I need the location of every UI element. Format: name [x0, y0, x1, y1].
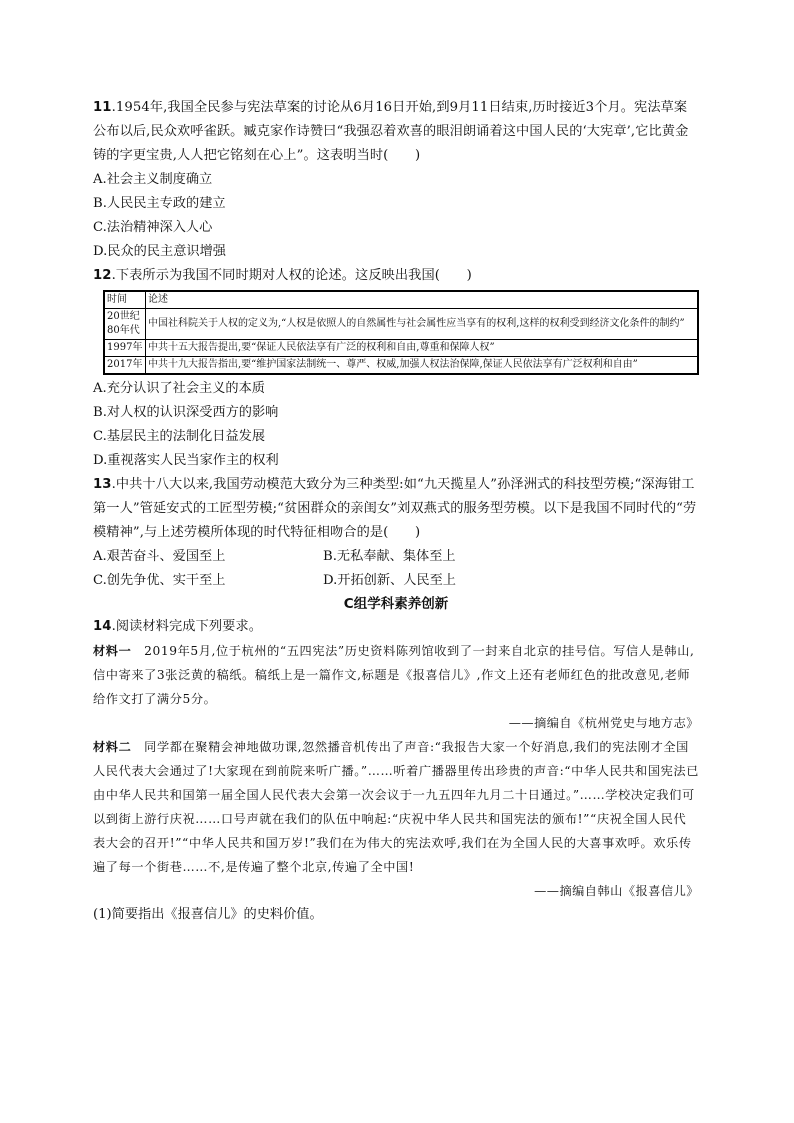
question-11-option-b: B.人民民主专政的建立 — [93, 196, 226, 211]
question-12-option-c: C.基层民主的法制化日益发展 — [93, 429, 266, 444]
question-14-stem — [93, 615, 699, 639]
human-rights-table — [103, 290, 699, 375]
question-13-option-a: A.艰苦奋斗、爱国至上 — [93, 549, 226, 564]
question-12-option-d: D.重视落实人民当家作主的权利 — [93, 453, 279, 468]
question-14-text: .阅读材料完成下列要求。 — [111, 619, 263, 634]
table-header-time: 时间 — [104, 291, 146, 309]
question-14-subquestion-1: (1)简要指出《报喜信儿》的史料价值。 — [93, 907, 323, 922]
material-one-label: 材料一 — [93, 644, 132, 658]
material-two — [93, 735, 699, 879]
question-13-options-row-1 — [93, 545, 699, 569]
table-cell-time: 1997年 — [104, 340, 146, 357]
question-11-number: 11 — [93, 100, 112, 115]
question-12-option-a: A.充分认识了社会主义的本质 — [93, 381, 265, 396]
question-11-text: .1954年,我国全民参与宪法草案的讨论从6月16日开始,到9月11日结束,历时接近3个月。宪法草案公布以后,民众欢呼雀跃。臧克家作诗赞曰“我强忍着欢喜的眼泪朗诵着这中国人民的‘大宪章’,它比黄金铸的字更宝贵,人人把它铭刻在心上”。这表明当时( ) — [93, 100, 689, 163]
table-header-row — [104, 291, 698, 309]
question-14-number: 14 — [93, 619, 112, 634]
question-12-text: .下表所示为我国不同时期对人权的论述。这反映出我国( ) — [111, 268, 472, 283]
table-cell-time: 2017年 — [104, 357, 146, 375]
table-row — [104, 309, 698, 340]
material-two-source: ——摘编自韩山《报喜信儿》 — [534, 884, 699, 898]
question-13-text: .中共十八大以来,我国劳动模范大致分为三种类型:如“九天揽星人”孙泽洲式的科技型劳模;“深海钳工第一人”管延安式的工匠型劳模;“贫困群众的亲闺女”刘双燕式的服务型劳模。以下是我国不同时代的“劳模精神”,与上述劳模所体现的时代特征相吻合的是( ) — [93, 477, 697, 540]
question-13-stem — [93, 473, 699, 545]
question-13-option-d: D.开拓创新、人民至上 — [323, 573, 456, 588]
question-11-option-c: C.法治精神深入人心 — [93, 220, 213, 235]
section-title: C组学科素养创新 — [343, 596, 449, 612]
table-row — [104, 357, 698, 375]
table-cell-statement: 中共十九大报告指出,要“维护国家法制统一、尊严、权威,加强人权法治保障,保证人民依法享有广泛权利和自由” — [146, 357, 699, 375]
document-page — [93, 96, 699, 927]
table-header-statement: 论述 — [146, 291, 699, 309]
question-12-number: 12 — [93, 268, 112, 283]
table-row — [104, 340, 698, 357]
table-cell-time: 20世纪80年代 — [104, 309, 146, 340]
question-12-option-b: B.对人权的认识深受西方的影响 — [93, 405, 279, 420]
material-two-text: 同学都在聚精会神地做功课,忽然播音机传出了声音:“我报告大家一个好消息,我们的宪法刚才全国人民代表大会通过了!大家现在到前院来听广播。”……听着广播器里传出珍贵的声音:“中华人民共和国宪法已由中华人民共和国第一届全国人民代表大会第一次会议于一九五四年九月二十日通过。”……学校决定我们可以到街上游行庆祝……口号声就在我们的队伍中响起:“庆祝中华人民共和国宪法的颁布!”“庆祝全国人民代表大会的召开!”“中华人民共和国万岁!”我们在为伟大的宪法欢呼,我们在为全国人民的大喜事欢呼。欢乐传遍了每一个街巷……不,是传遍了整个北京,传遍了全中国! — [93, 740, 699, 874]
material-one — [93, 639, 699, 711]
question-12-stem — [93, 264, 699, 288]
table-cell-statement: 中国社科院关于人权的定义为,“人权是依照人的自然属性与社会属性应当享有的权利,这样的权利受到经济文化条件的制约” — [146, 309, 699, 340]
material-two-label: 材料二 — [93, 740, 132, 754]
material-one-text: 2019年5月,位于杭州的“五四宪法”历史资料陈列馆收到了一封来自北京的挂号信。写信人是韩山,信中寄来了3张泛黄的稿纸。稿纸上是一篇作文,标题是《报喜信儿》,作文上还有老师红色的批改意见,老师给作文打了满分5分。 — [93, 644, 695, 706]
table-cell-statement: 中共十五大报告提出,要“保证人民依法享有广泛的权利和自由,尊重和保障人权” — [146, 340, 699, 357]
material-one-source: ——摘编自《杭州党史与地方志》 — [508, 716, 699, 730]
question-13-option-c: C.创先争优、实干至上 — [93, 573, 226, 588]
question-13-number: 13 — [93, 477, 112, 492]
question-13-options-row-2 — [93, 569, 699, 593]
question-11-option-d: D.民众的民主意识增强 — [93, 244, 226, 259]
question-11-stem — [93, 96, 699, 168]
question-13-option-b: B.无私奉献、集体至上 — [323, 549, 456, 564]
question-11-option-a: A.社会主义制度确立 — [93, 172, 213, 187]
